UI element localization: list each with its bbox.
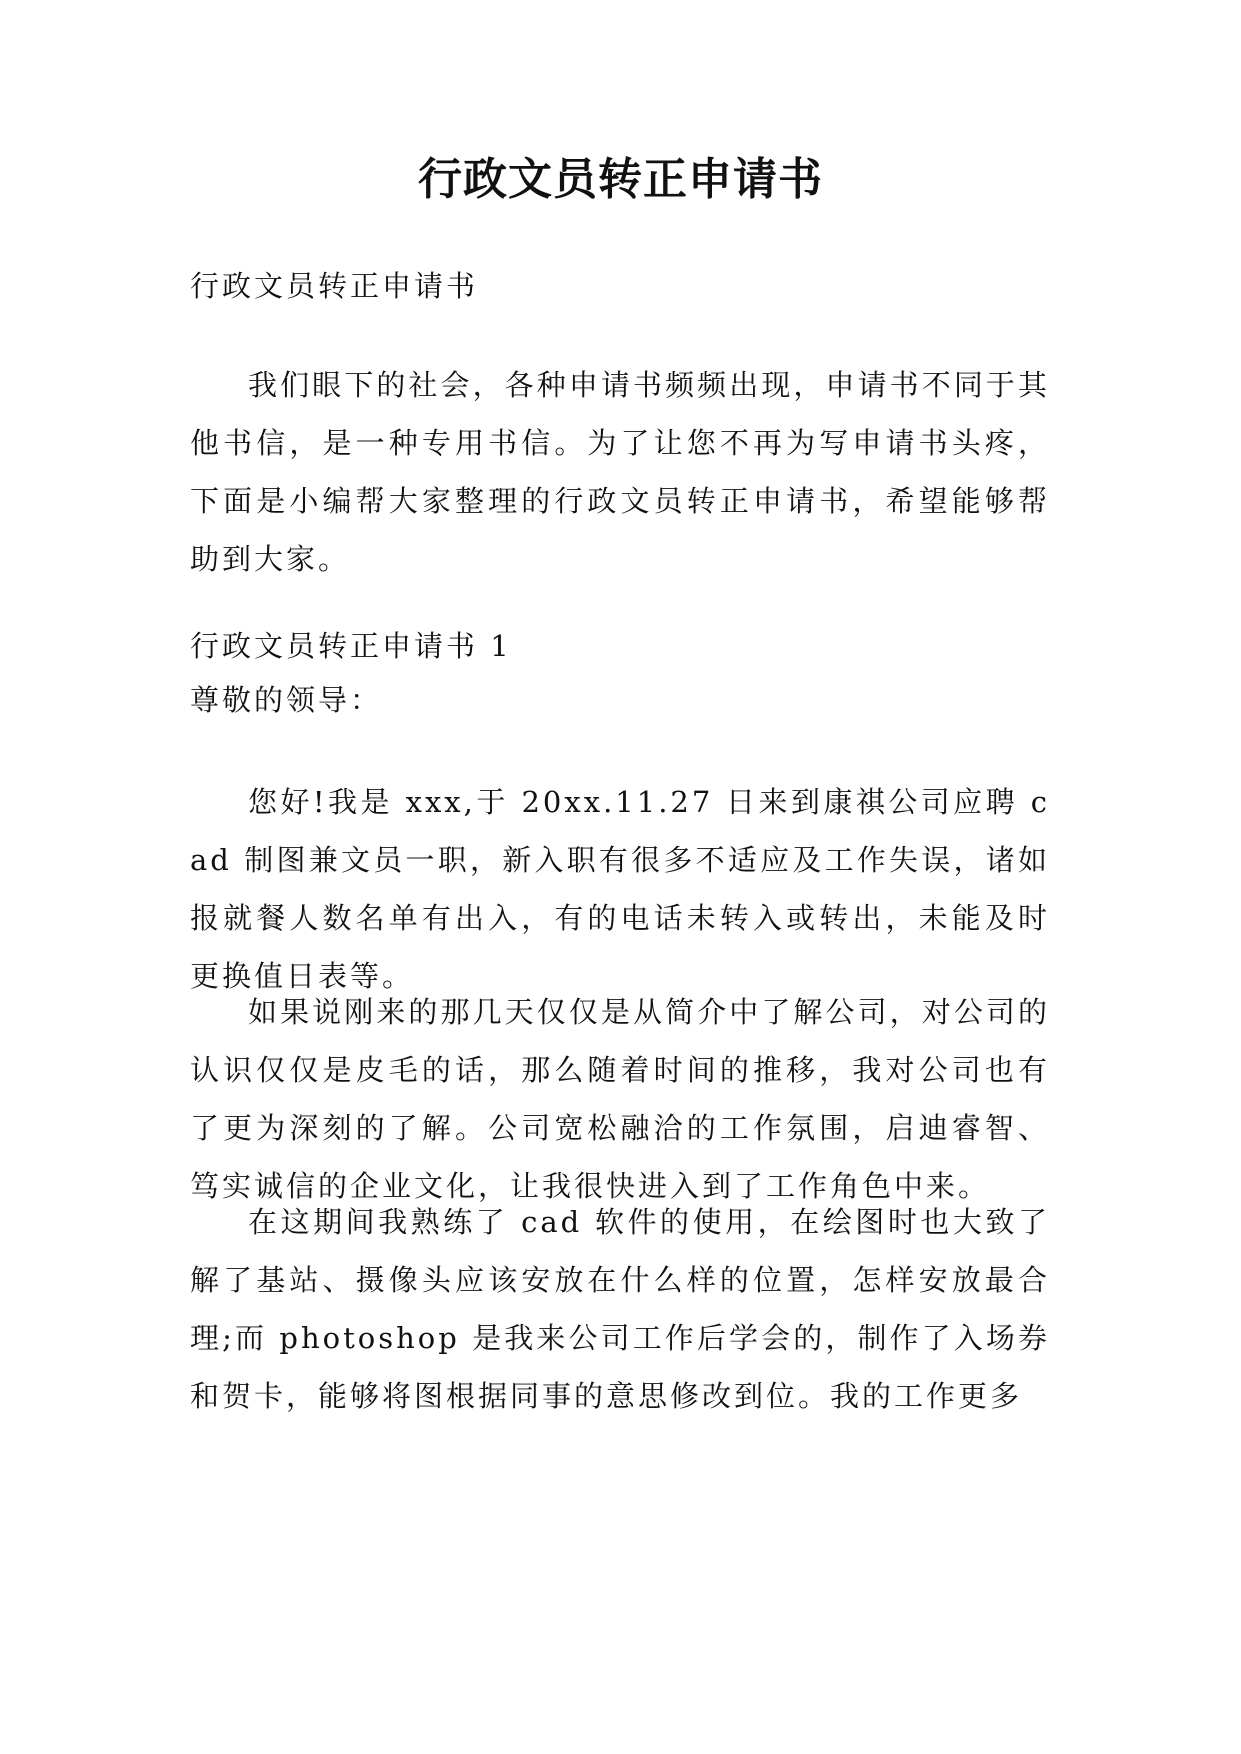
body-paragraph-3: 在这期间我熟练了 cad 软件的使用，在绘图时也大致了解了基站、摄像头应该安放在什么样的位置，怎样安放最合理;而 photoshop 是我来公司工作后学会的，制作了入场券和贺卡，能够将图根据同事的意思修改到位。我的工作更多 bbox=[190, 1205, 1050, 1413]
body-paragraph-2: 如果说刚来的那几天仅仅是从简介中了解公司，对公司的认识仅仅是皮毛的话，那么随着时间的推移，我对公司也有了更为深刻的了解。公司宽松融洽的工作氛围，启迪睿智、笃实诚信的企业文化，让我很快进入到了工作角色中来。 bbox=[190, 995, 1050, 1203]
document-title: 行政文员转正申请书 bbox=[418, 154, 823, 205]
section-heading: 行政文员转正申请书 1 bbox=[190, 629, 512, 663]
document-subtitle: 行政文员转正申请书 bbox=[190, 269, 479, 303]
intro-paragraph: 我们眼下的社会，各种申请书频频出现，申请书不同于其他书信，是一种专用书信。为了让您不再为写申请书头疼，下面是小编帮大家整理的行政文员转正申请书，希望能够帮助到大家。 bbox=[190, 368, 1050, 576]
salutation: 尊敬的领导： bbox=[190, 683, 383, 717]
body-paragraph-1: 您好!我是 xxx,于 20xx.11.27 日来到康祺公司应聘 cad 制图兼文员一职，新入职有很多不适应及工作失误，诸如报就餐人数名单有出入，有的电话未转入或转出，未能及时更换值日表等。 bbox=[190, 785, 1050, 993]
